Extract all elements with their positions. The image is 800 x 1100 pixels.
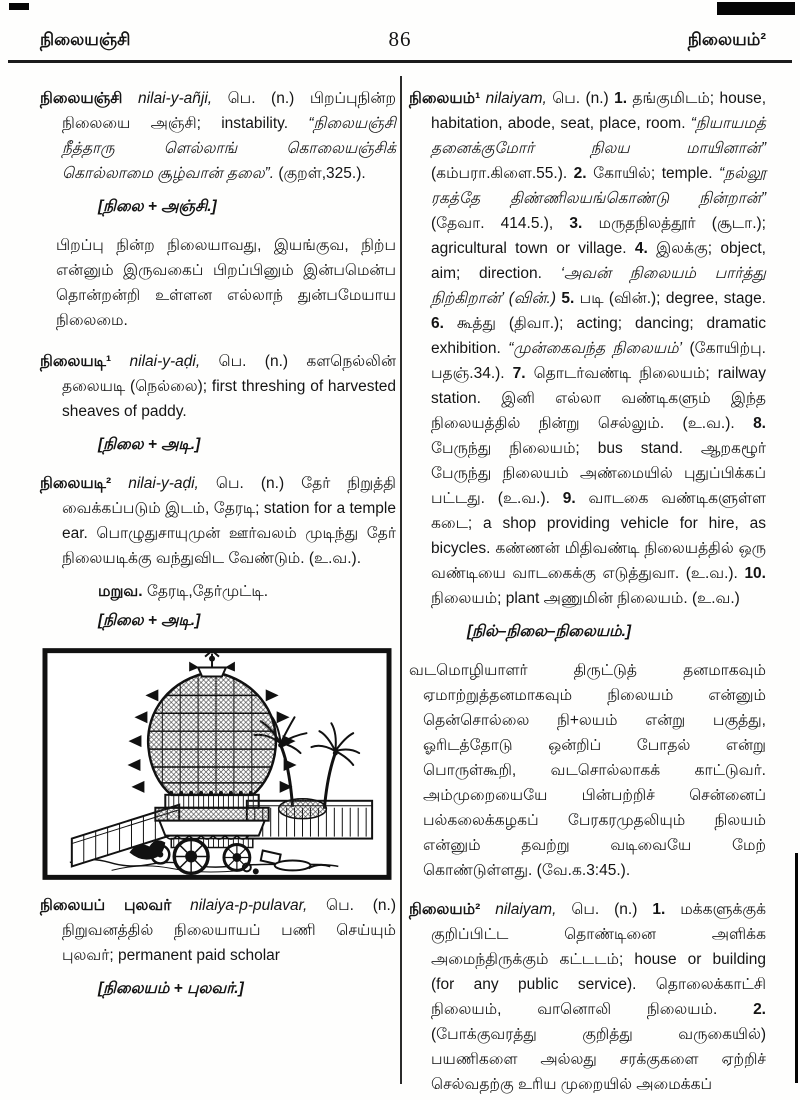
text-segment: கூத்து (திவா.); acting; dancing; dramatic exhibition.: [431, 315, 766, 357]
text-segment: nilaiyam,: [480, 90, 547, 107]
text-segment: மருதநிலத்தூர் (சூடா.); agricultural town or village.: [431, 215, 766, 257]
dictionary-entry: [409, 897, 766, 1097]
text-segment: பேருந்து நிலையம்; bus stand. ஆறகழூர் பேருந்து நிலையம் அண்மையில் புதுப்பிக்கப் பட்டது. (உ.வ.).: [431, 440, 766, 507]
text-segment: வடமொழியாளர் திருட்டுத் தனமாகவும் ஏமாற்றுத்தனமாகவும் நிலையம் என்னும் தென்சொல்லை நி+லயம் என்று பகுத்து, ஓரிடத்தோடு ஒன்றிப் போதல் என்று பொருள்கூறி, வடசொல்லாகக் காட்டுவர். அம்முறையையே பின்பற்றிச் சென்னைப் பல்கலைக்கழகப் பேரகரமுதலியும் நிலயம் என்னும் தவற்று வடிவையே மேற் கொண்டுள்ளது. (வே.க.3:45.).: [409, 662, 766, 879]
text-segment: 10.: [744, 565, 766, 582]
scan-artifact-top-left: [9, 3, 29, 10]
text-segment: பெ. (n.): [556, 901, 653, 918]
synonym-line: [98, 579, 396, 604]
scan-artifact-top-right: [717, 2, 795, 15]
text-segment: தேரடி,தேர்முட்டி.: [142, 583, 269, 600]
text-segment: nilaiyam,: [480, 901, 557, 918]
scan-artifact-right-edge: [795, 853, 798, 1083]
dictionary-entry: [40, 86, 396, 186]
text-segment: நிலையம்; plant அணுமின் நிலையம். (உ.வ.): [431, 590, 740, 607]
text-segment: (தேவா. 414.5.),: [431, 215, 570, 232]
text-segment: nilai-y-aḍi,: [111, 475, 199, 492]
text-segment: [நிலை + அடி.]: [98, 436, 201, 453]
text-segment: (போக்குவரத்து குறித்து வருகையில்) பயணிகளை அல்லது சரக்குகளை ஏற்றிச் செல்வதற்கு உரிய முறையில் அமைக்கப்: [431, 1026, 766, 1093]
text-segment: நிலையம்²: [409, 901, 481, 918]
text-segment: nilai-y-aḍi,: [111, 353, 201, 370]
text-segment: 1.: [652, 901, 666, 918]
right-column: [409, 86, 766, 1100]
text-segment: 3.: [569, 215, 583, 232]
text-segment: 4.: [634, 240, 648, 257]
text-segment: நிலையடி²: [40, 475, 112, 492]
running-head-left: நிலையஞ்சி: [40, 30, 131, 49]
text-segment: (குறள்,325.).: [274, 165, 366, 182]
text-segment: “நல்லூ ரகத்தே திண்ணிலயங்கொண்டு நின்றான்”: [431, 165, 766, 207]
column-divider: [400, 76, 402, 1084]
etymology-line: [467, 619, 766, 644]
text-segment: பெ. (n.): [546, 90, 615, 107]
text-segment: பிறப்பு நின்ற நிலையாவது, இயங்குவ, நிற்ப என்னும் இருவகைப் பிறப்பினும் இன்பமென்ப தொன்றன்றி உள்ளன எல்லாந் துன்பமேயாய நிலைமை.: [56, 237, 396, 329]
left-column: [40, 86, 396, 1015]
text-segment: (கோயிற்பு. பதஞ்.34.).: [431, 340, 766, 382]
text-segment: பெ. (n.) பிறப்புநின்ற நிலையை அஞ்சி; instability.: [62, 90, 397, 132]
text-segment: 6.: [431, 315, 444, 332]
text-segment: 9.: [562, 490, 576, 507]
paragraph: [409, 658, 766, 883]
text-segment: 2.: [753, 1001, 766, 1018]
text-segment: நிலையஞ்சி: [40, 90, 123, 107]
text-segment: [நிலையம் + புலவர்.]: [98, 980, 244, 997]
etymology-line: [98, 432, 396, 457]
text-segment: நிலையப் புலவர்: [40, 897, 172, 914]
text-segment: வாடகை வண்டிகளுள்ள கடை; a shop providing vehicle for hire, as bicycles. கண்ணன் மிதிவண்டி நிலையத்தில் ஒரு வண்டியை வாடகைக்கு எடுத்துவா. (உ.வ.).: [431, 490, 766, 582]
text-segment: “நிலையஞ்சி நீத்தாரு ளெல்லாங் கொலையஞ்சிக் கொல்லாமை சூழ்வான் தலை”.: [62, 115, 396, 182]
etymology-line: [98, 608, 396, 633]
text-segment: மறுவ.: [98, 583, 143, 600]
dictionary-entry: [40, 471, 396, 571]
text-segment: பெ. (n.) களநெல்லின் தலையடி (நெல்லை); first threshing of harvested sheaves of paddy.: [62, 353, 396, 420]
temple-chariot-illustration: [42, 647, 396, 881]
text-segment: பெ. (n.) நிறுவனத்தில் நிலையாயப் பணி செய்யும் புலவர்; permanent paid scholar: [62, 897, 396, 964]
text-segment: 2.: [573, 165, 587, 182]
text-segment: கோயில்; temple.: [586, 165, 720, 182]
text-segment: நிலையடி¹: [40, 353, 112, 370]
etymology-line: [98, 194, 396, 219]
paragraph: [56, 233, 396, 333]
text-segment: [நில்–நிலை–நிலையம்.]: [467, 623, 632, 640]
page-number: 86: [388, 27, 412, 51]
running-head-right: நிலையம்²: [687, 30, 766, 49]
text-segment: “நியாயமத் தனைக்குமோர் நிலய மாயினான்”: [431, 115, 766, 157]
text-segment: 1.: [614, 90, 628, 107]
text-segment: (கம்பரா.கிளை.55.).: [431, 165, 574, 182]
text-segment: படி (வின்.); degree, stage.: [574, 290, 766, 307]
text-segment: [நிலை + அடி.]: [98, 612, 201, 629]
temple-chariot-drawing: [42, 647, 392, 881]
text-segment: தொடர்வண்டி நிலையம்; railway station. இனி எல்லா வண்டிகளும் இந்த நிலையத்தில் நின்று செல்லும். (உ.வ.).: [431, 365, 766, 432]
text-segment: மக்களுக்குக் குறிப்பிட்ட தொண்டினை அளிக்க அமைந்திருக்கும் கட்டடம்; house or building (for any public service). தொலைக்காட்சி நிலையம், வானொலி நிலையம்.: [431, 901, 767, 1018]
text-segment: 8.: [753, 415, 766, 432]
text-segment: [நிலை + அஞ்சி.]: [98, 198, 217, 215]
dictionary-entry: [40, 893, 396, 968]
text-segment: “முன்கைவந்த நிலையம்’: [508, 340, 683, 357]
text-segment: nilaiya-p-pulavar,: [171, 897, 308, 914]
text-segment: நிலையம்¹: [409, 90, 481, 107]
text-segment: பெ. (n.) தேர் நிறுத்தி வைக்கப்படும் இடம், தேரடி; station for a temple ear. பொழுதுசாயுமுன் ஊர்வலம் முடிந்து தேர் நிலையடிக்கு வந்துவிட வேண்டும். (உ.வ.).: [62, 475, 396, 567]
text-segment: ‘அவன் நிலையம் பார்த்து நிற்கிறான்’ (வின்.): [431, 265, 766, 307]
header-rule: [8, 60, 792, 63]
text-segment: தங்குமிடம்; house, habitation, abode, seat, place, room.: [431, 90, 767, 132]
text-segment: 7.: [512, 365, 526, 382]
etymology-line: [98, 976, 396, 1001]
dictionary-entry: [409, 86, 766, 611]
text-segment: nilai-y-añji,: [122, 90, 213, 107]
dictionary-entry: [40, 349, 396, 424]
text-segment: 5.: [561, 290, 575, 307]
text-segment: இலக்கு; object, aim; direction.: [431, 240, 766, 282]
